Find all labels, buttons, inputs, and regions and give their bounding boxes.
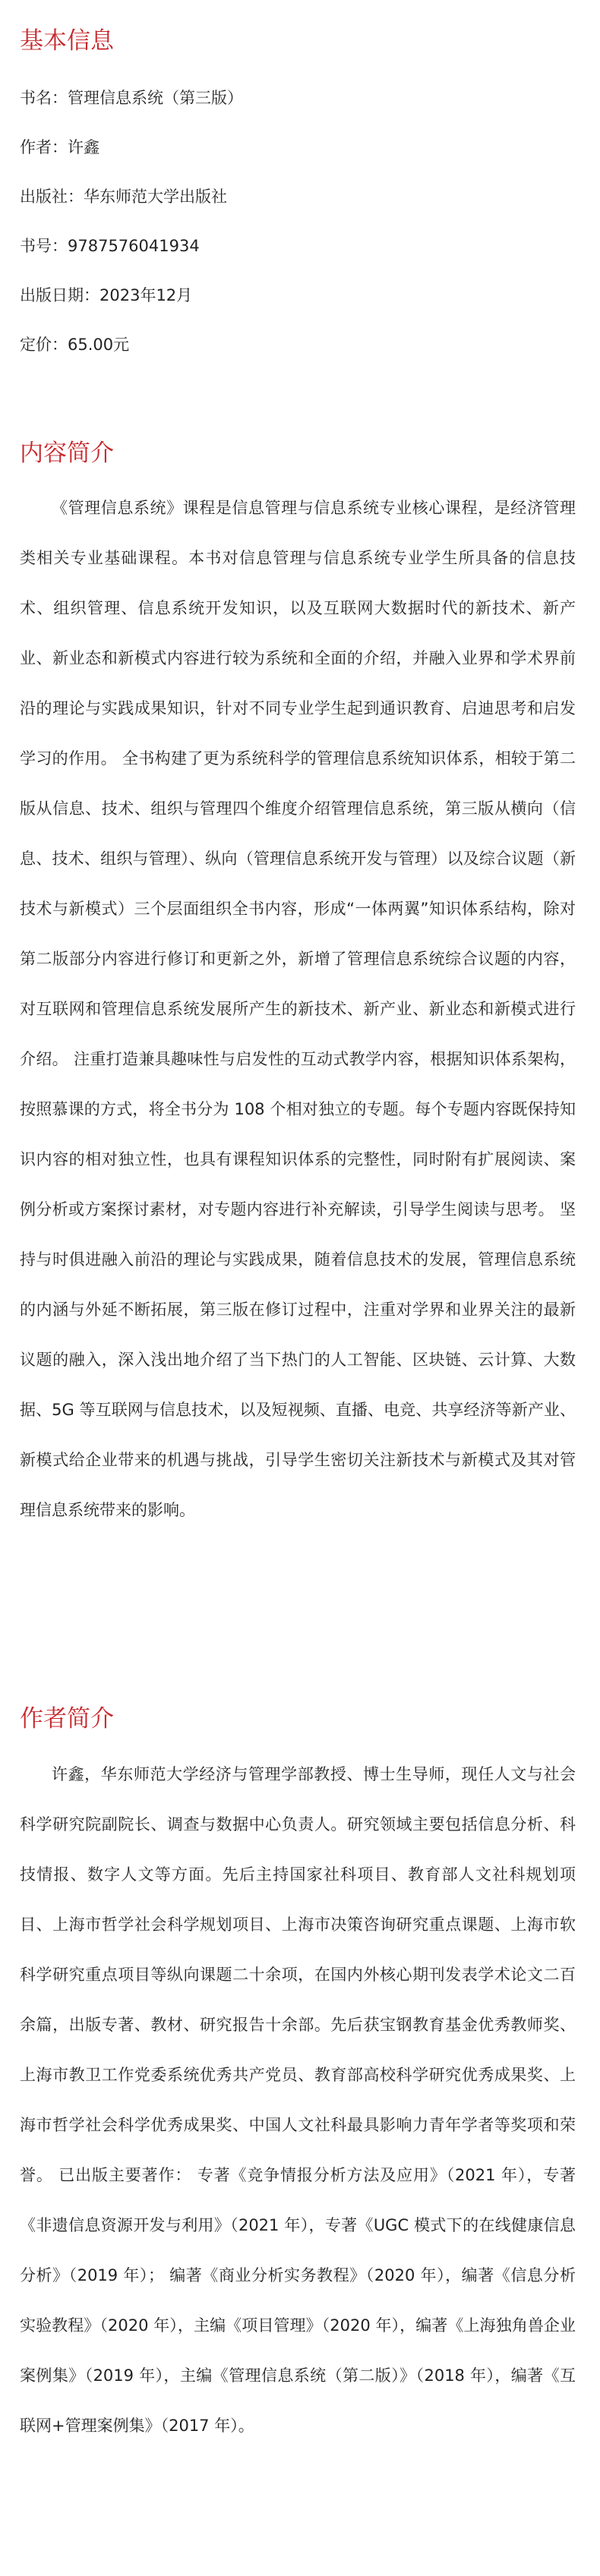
summary-paragraph: 《管理信息系统》课程是信息管理与信息系统专业核心课程，是经济管理类相关专业基础课程。本书对信息管理与信息系统专业学生所具备的信息技术、组织管理、信息系统开发知识，以及互联网大数据时代的新技术、新产业、新业态和新模式内容进行较为系统和全面的介绍，并融入业界和学术界前沿的理论与实践成果知识，针对不同专业学生起到通识教育、启迪思考和启发学习的作用。 全书构建了更为系统科学的管理信息系统知识体系，相较于第二版从信息、技术、组织与管理四个维度介绍管理信息系统，第三版从横向（信息、技术、组织与管理）、纵向（管理信息系统开发与管理）以及综合议题（新技术与新模式）三个层面组织全书内容，形成“一体两翼”知识体系结构，除对第二版部分内容进行修订和更新之外，新增了管理信息系统综合议题的内容，对互联网和管理信息系统发展所产生的新技术、新产业、新业态和新模式进行介绍。 注重打造兼具趣味性与启发性的互动式教学内容，根据知识体系架构，按照慕课的方式，将全书分为 108 个相对独立的专题。每个专题内容既保持知识内容的相对独立性，也具有课程知识体系的完整性，同时附有扩展阅读、案例分析或方案探讨素材，对专题内容进行补充解读，引导学生阅读与思考。 坚持与时俱进融入前沿的理论与实践成果，随着信息技术的发展，管理信息系统的内涵与外延不断拓展，第三版在修订过程中，注重对学界和业界关注的最新议题的融入，深入浅出地介绍了当下热门的人工智能、区块链、云计算、大数据、5G 等互联网与信息技术，以及短视频、直播、电竞、共享经济等新产业、新模式给企业带来的机遇与挑战，引导学生密切关注新技术与新模式及其对管理信息系统带来的影响。 (20, 499, 576, 1519)
info-row-isbn: 书号：9787576041934 (20, 237, 200, 255)
info-row-price: 定价：65.00元 (20, 336, 130, 354)
info-row-title: 书名：管理信息系统（第三版） (20, 89, 243, 107)
info-row-author: 作者：许鑫 (20, 138, 99, 156)
summary-heading: 内容简介 (20, 440, 114, 467)
author-heading: 作者简介 (20, 1705, 114, 1733)
basic-info-heading: 基本信息 (20, 27, 114, 55)
info-row-publisher: 出版社：华东师范大学出版社 (20, 188, 227, 206)
author-paragraph: 许鑫，华东师范大学经济与管理学部教授、博士生导师，现任人文与社会科学研究院副院长、调查与数据中心负责人。研究领域主要包括信息分析、科技情报、数字人文等方面。先后主持国家社科项目、教育部人文社科规划项目、上海市哲学社会科学规划项目、上海市决策咨询研究重点课题、上海市软科学研究重点项目等纵向课题二十余项，在国内外核心期刊发表学术论文二百余篇，出版专著、教材、研究报告十余部。先后获宝钢教育基金优秀教师奖、上海市教卫工作党委系统优秀共产党员、教育部高校科学研究优秀成果奖、上海市哲学社会科学优秀成果奖、中国人文社科最具影响力青年学者等奖项和荣誉。 已出版主要著作： 专著《竞争情报分析方法及应用》（2021 年），专著《非遗信息资源开发与利用》（2021 年），专著《UGC 模式下的在线健康信息分析》（2019 年）； 编著《商业分析实务教程》（2020 年），编著《信息分析实验教程》（2020 年），主编《项目管理》（2020 年），编著《上海独角兽企业案例集》（2019 年），主编《管理信息系统（第二版）》（2018 年），编著《互联网+管理案例集》（2017 年）。 (20, 1765, 576, 2435)
info-row-publish-date: 出版日期：2023年12月 (20, 286, 193, 304)
